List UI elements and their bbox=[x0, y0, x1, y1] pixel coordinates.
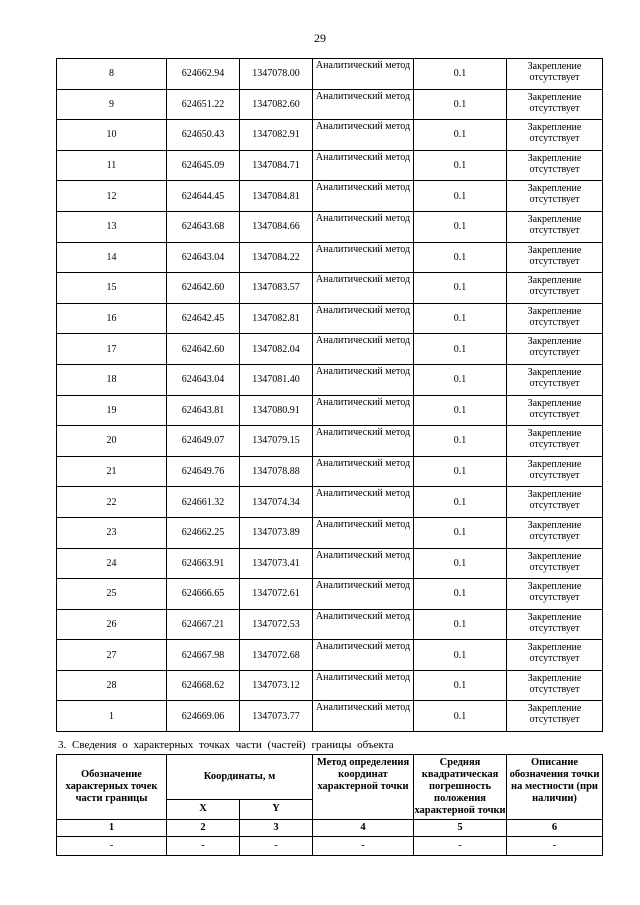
accuracy-cell: 0.1 bbox=[414, 150, 507, 181]
method-cell: Аналитический метод bbox=[313, 211, 414, 242]
table-row bbox=[57, 211, 603, 242]
coord-y-cell: 1347078.00 bbox=[240, 59, 313, 90]
coord-x-cell: 624661.32 bbox=[167, 487, 240, 518]
column-number: 5 bbox=[414, 820, 507, 837]
coord-y-cell: 1347073.12 bbox=[240, 670, 313, 701]
fixation-cell: Закрепление отсутствует bbox=[507, 701, 603, 732]
table-row bbox=[57, 609, 603, 640]
header-description-text: Описание обозначения точки на местности (при наличии) bbox=[509, 757, 600, 804]
accuracy-cell: 0.1 bbox=[414, 242, 507, 273]
header-method bbox=[313, 755, 414, 820]
coord-x-cell: 624642.60 bbox=[167, 273, 240, 304]
table-row bbox=[57, 640, 603, 671]
method-cell: Аналитический метод bbox=[313, 548, 414, 579]
accuracy-cell: 0.1 bbox=[414, 273, 507, 304]
table-row bbox=[57, 456, 603, 487]
header-accuracy-text: Средняя квадратическая погрешность положения характерной точки bbox=[414, 757, 506, 816]
method-cell: Аналитический метод bbox=[313, 242, 414, 273]
method-cell: Аналитический метод bbox=[313, 181, 414, 212]
point-number-cell: 17 bbox=[57, 334, 167, 365]
coord-y-cell: 1347083.57 bbox=[240, 273, 313, 304]
coord-x-cell: 624666.65 bbox=[167, 579, 240, 610]
method-cell: Аналитический метод bbox=[313, 487, 414, 518]
header-x: X bbox=[167, 799, 240, 819]
method-cell: Аналитический метод bbox=[313, 701, 414, 732]
column-number: 2 bbox=[167, 820, 240, 837]
point-number-cell: 14 bbox=[57, 242, 167, 273]
coord-x-cell: 624642.45 bbox=[167, 303, 240, 334]
point-number-cell: 8 bbox=[57, 59, 167, 90]
point-number-cell: 28 bbox=[57, 670, 167, 701]
coord-x-cell: 624663.91 bbox=[167, 548, 240, 579]
coord-x-cell: 624644.45 bbox=[167, 181, 240, 212]
table-row bbox=[57, 273, 603, 304]
method-cell: Аналитический метод bbox=[313, 59, 414, 90]
coord-x-cell: 624649.76 bbox=[167, 456, 240, 487]
table-row bbox=[57, 670, 603, 701]
accuracy-cell: 0.1 bbox=[414, 181, 507, 212]
fixation-cell: Закрепление отсутствует bbox=[507, 640, 603, 671]
fixation-cell: Закрепление отсутствует bbox=[507, 211, 603, 242]
table-row bbox=[57, 303, 603, 334]
header-description bbox=[507, 755, 603, 820]
table-row bbox=[57, 89, 603, 120]
accuracy-cell: 0.1 bbox=[414, 487, 507, 518]
coord-x-cell: 624662.94 bbox=[167, 59, 240, 90]
header-accuracy bbox=[414, 755, 507, 820]
fixation-cell: Закрепление отсутствует bbox=[507, 59, 603, 90]
coord-y-cell: 1347084.66 bbox=[240, 211, 313, 242]
accuracy-cell: 0.1 bbox=[414, 426, 507, 457]
coord-x-cell: 624645.09 bbox=[167, 150, 240, 181]
coord-x-cell: 624667.98 bbox=[167, 640, 240, 671]
point-number-cell: 24 bbox=[57, 548, 167, 579]
empty-cell: - bbox=[240, 837, 313, 856]
point-number-cell: 26 bbox=[57, 609, 167, 640]
fixation-cell: Закрепление отсутствует bbox=[507, 548, 603, 579]
coord-y-cell: 1347072.53 bbox=[240, 609, 313, 640]
header-coordinates: Координаты, м bbox=[167, 755, 313, 800]
coord-x-cell: 624649.07 bbox=[167, 426, 240, 457]
table-row bbox=[57, 487, 603, 518]
empty-cell: - bbox=[57, 837, 167, 856]
accuracy-cell: 0.1 bbox=[414, 609, 507, 640]
table-row bbox=[57, 579, 603, 610]
column-number: 3 bbox=[240, 820, 313, 837]
point-number-cell: 12 bbox=[57, 181, 167, 212]
coord-y-cell: 1347074.34 bbox=[240, 487, 313, 518]
coord-y-cell: 1347081.40 bbox=[240, 364, 313, 395]
fixation-cell: Закрепление отсутствует bbox=[507, 517, 603, 548]
coord-y-cell: 1347082.81 bbox=[240, 303, 313, 334]
coordinates-table-body bbox=[57, 59, 603, 732]
fixation-cell: Закрепление отсутствует bbox=[507, 487, 603, 518]
method-cell: Аналитический метод bbox=[313, 456, 414, 487]
fixation-cell: Закрепление отсутствует bbox=[507, 579, 603, 610]
accuracy-cell: 0.1 bbox=[414, 211, 507, 242]
empty-cell: - bbox=[167, 837, 240, 856]
accuracy-cell: 0.1 bbox=[414, 517, 507, 548]
point-number-cell: 27 bbox=[57, 640, 167, 671]
fixation-cell: Закрепление отсутствует bbox=[507, 426, 603, 457]
coord-y-cell: 1347084.71 bbox=[240, 150, 313, 181]
method-cell: Аналитический метод bbox=[313, 609, 414, 640]
section-title: 3. Сведения о характерных точках части (частей) границы объекта bbox=[58, 739, 394, 751]
coord-y-cell: 1347084.81 bbox=[240, 181, 313, 212]
table-row bbox=[57, 181, 603, 212]
method-cell: Аналитический метод bbox=[313, 517, 414, 548]
coord-y-cell: 1347078.88 bbox=[240, 456, 313, 487]
fixation-cell: Закрепление отсутствует bbox=[507, 364, 603, 395]
method-cell: Аналитический метод bbox=[313, 89, 414, 120]
method-cell: Аналитический метод bbox=[313, 303, 414, 334]
table-row bbox=[57, 150, 603, 181]
table-row bbox=[57, 120, 603, 151]
fixation-cell: Закрепление отсутствует bbox=[507, 395, 603, 426]
fixation-cell: Закрепление отсутствует bbox=[507, 456, 603, 487]
coord-y-cell: 1347072.61 bbox=[240, 579, 313, 610]
part-boundary-table bbox=[56, 754, 603, 856]
method-cell: Аналитический метод bbox=[313, 579, 414, 610]
method-cell: Аналитический метод bbox=[313, 640, 414, 671]
coord-y-cell: 1347082.60 bbox=[240, 89, 313, 120]
header-y: Y bbox=[240, 799, 313, 819]
empty-cell: - bbox=[507, 837, 603, 856]
fixation-cell: Закрепление отсутствует bbox=[507, 670, 603, 701]
coord-x-cell: 624642.60 bbox=[167, 334, 240, 365]
coord-x-cell: 624650.43 bbox=[167, 120, 240, 151]
column-number: 6 bbox=[507, 820, 603, 837]
method-cell: Аналитический метод bbox=[313, 364, 414, 395]
table-row bbox=[57, 395, 603, 426]
table-row bbox=[57, 364, 603, 395]
accuracy-cell: 0.1 bbox=[414, 395, 507, 426]
coord-x-cell: 624662.25 bbox=[167, 517, 240, 548]
header-method-text: Метод определения координат характерной точки bbox=[316, 757, 410, 792]
method-cell: Аналитический метод bbox=[313, 150, 414, 181]
method-cell: Аналитический метод bbox=[313, 670, 414, 701]
coord-y-cell: 1347079.15 bbox=[240, 426, 313, 457]
point-number-cell: 10 bbox=[57, 120, 167, 151]
point-number-cell: 16 bbox=[57, 303, 167, 334]
table-row bbox=[57, 517, 603, 548]
table-row bbox=[57, 426, 603, 457]
coord-y-cell: 1347073.89 bbox=[240, 517, 313, 548]
fixation-cell: Закрепление отсутствует bbox=[507, 181, 603, 212]
point-number-cell: 20 bbox=[57, 426, 167, 457]
table-row bbox=[57, 334, 603, 365]
page-number: 29 bbox=[314, 31, 326, 45]
coord-y-cell: 1347082.04 bbox=[240, 334, 313, 365]
fixation-cell: Закрепление отсутствует bbox=[507, 120, 603, 151]
coord-y-cell: 1347072.68 bbox=[240, 640, 313, 671]
point-number-cell: 1 bbox=[57, 701, 167, 732]
fixation-cell: Закрепление отсутствует bbox=[507, 89, 603, 120]
coord-y-cell: 1347073.41 bbox=[240, 548, 313, 579]
empty-cell: - bbox=[313, 837, 414, 856]
accuracy-cell: 0.1 bbox=[414, 670, 507, 701]
point-number-cell: 18 bbox=[57, 364, 167, 395]
fixation-cell: Закрепление отсутствует bbox=[507, 609, 603, 640]
accuracy-cell: 0.1 bbox=[414, 334, 507, 365]
fixation-cell: Закрепление отсутствует bbox=[507, 242, 603, 273]
accuracy-cell: 0.1 bbox=[414, 701, 507, 732]
method-cell: Аналитический метод bbox=[313, 120, 414, 151]
point-number-cell: 11 bbox=[57, 150, 167, 181]
point-number-cell: 9 bbox=[57, 89, 167, 120]
fixation-cell: Закрепление отсутствует bbox=[507, 334, 603, 365]
coord-x-cell: 624669.06 bbox=[167, 701, 240, 732]
coord-x-cell: 624643.04 bbox=[167, 364, 240, 395]
fixation-cell: Закрепление отсутствует bbox=[507, 303, 603, 334]
coord-x-cell: 624643.68 bbox=[167, 211, 240, 242]
header-designation: Обозначение характерных точек части границы bbox=[57, 755, 167, 820]
coord-y-cell: 1347073.77 bbox=[240, 701, 313, 732]
table-row bbox=[57, 59, 603, 90]
accuracy-cell: 0.1 bbox=[414, 640, 507, 671]
accuracy-cell: 0.1 bbox=[414, 120, 507, 151]
accuracy-cell: 0.1 bbox=[414, 89, 507, 120]
coord-x-cell: 624667.21 bbox=[167, 609, 240, 640]
accuracy-cell: 0.1 bbox=[414, 364, 507, 395]
coord-x-cell: 624643.04 bbox=[167, 242, 240, 273]
table-row bbox=[57, 548, 603, 579]
accuracy-cell: 0.1 bbox=[414, 456, 507, 487]
coord-x-cell: 624668.62 bbox=[167, 670, 240, 701]
column-number: 4 bbox=[313, 820, 414, 837]
accuracy-cell: 0.1 bbox=[414, 548, 507, 579]
point-number-cell: 25 bbox=[57, 579, 167, 610]
empty-cell: - bbox=[414, 837, 507, 856]
coord-y-cell: 1347080.91 bbox=[240, 395, 313, 426]
point-number-cell: 21 bbox=[57, 456, 167, 487]
point-number-cell: 13 bbox=[57, 211, 167, 242]
method-cell: Аналитический метод bbox=[313, 273, 414, 304]
method-cell: Аналитический метод bbox=[313, 334, 414, 365]
accuracy-cell: 0.1 bbox=[414, 579, 507, 610]
point-number-cell: 23 bbox=[57, 517, 167, 548]
fixation-cell: Закрепление отсутствует bbox=[507, 273, 603, 304]
coord-y-cell: 1347082.91 bbox=[240, 120, 313, 151]
method-cell: Аналитический метод bbox=[313, 426, 414, 457]
table-row bbox=[57, 701, 603, 732]
point-number-cell: 19 bbox=[57, 395, 167, 426]
method-cell: Аналитический метод bbox=[313, 395, 414, 426]
column-number: 1 bbox=[57, 820, 167, 837]
table-row bbox=[57, 242, 603, 273]
coord-y-cell: 1347084.22 bbox=[240, 242, 313, 273]
accuracy-cell: 0.1 bbox=[414, 59, 507, 90]
point-number-cell: 22 bbox=[57, 487, 167, 518]
coord-x-cell: 624651.22 bbox=[167, 89, 240, 120]
fixation-cell: Закрепление отсутствует bbox=[507, 150, 603, 181]
coord-x-cell: 624643.81 bbox=[167, 395, 240, 426]
accuracy-cell: 0.1 bbox=[414, 303, 507, 334]
coordinates-table bbox=[56, 58, 603, 732]
point-number-cell: 15 bbox=[57, 273, 167, 304]
